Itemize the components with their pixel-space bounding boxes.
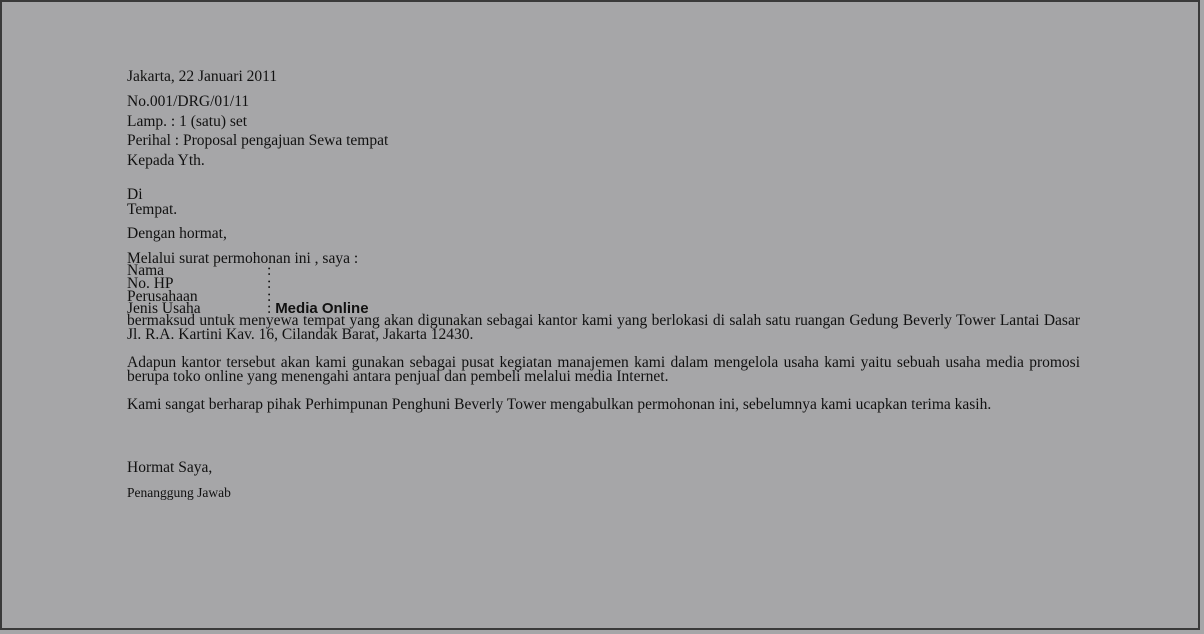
letter-subject: Perihal : Proposal pengajuan Sewa tempat — [127, 132, 389, 149]
field-sep: : — [267, 262, 272, 279]
letter-at: Di — [127, 186, 143, 203]
letter-greeting: Dengan hormat, — [127, 225, 227, 242]
letter-recipient-label: Kepada Yth. — [127, 152, 205, 169]
letter-number: No.001/DRG/01/11 — [127, 93, 250, 110]
field-label: Perusahaan — [127, 288, 198, 305]
letter-intro: Melalui surat permohonan ini , saya : — [127, 250, 359, 267]
letter-paragraph-1: bermaksud untuk menyewa tempat yang akan digunakan sebagai kantor kami yang berlokasi di salah satu ruangan Gedung Beverly Tower Lantai Dasar Jl. R.A. Kartini Kav. 16, Cilandak Barat, Jakarta 12430. — [127, 312, 1080, 343]
field-sep: : — [267, 288, 272, 305]
letter-place: Tempat. — [127, 201, 178, 218]
letter-closing: Hormat Saya, — [127, 459, 213, 476]
field-sep: : — [267, 300, 272, 317]
letter-date: Jakarta, 22 Januari 2011 — [127, 68, 278, 85]
field-value: Media Online — [275, 300, 369, 317]
letter-paragraph-3: Kami sangat berharap pihak Perhimpunan Penghuni Beverly Tower mengabulkan permohonan ini, sebelumnya kami ucapkan terima kasih. — [127, 396, 992, 413]
field-label: Jenis Usaha — [127, 300, 201, 317]
letter-paragraph-2: Adapun kantor tersebut akan kami gunakan sebagai pusat kegiatan manajemen kami dalam mengelola usaha kami yaitu sebuah usaha media promosi berupa toko online yang menengahi antara penjual dan pembeli melalui media Internet. — [127, 354, 1080, 385]
letter-attachment: Lamp. : 1 (satu) set — [127, 113, 248, 130]
field-label: Nama — [127, 262, 165, 279]
field-sep: : — [267, 275, 272, 292]
letter-signer: Penanggung Jawab — [127, 485, 231, 500]
field-label: No. HP — [127, 275, 174, 292]
